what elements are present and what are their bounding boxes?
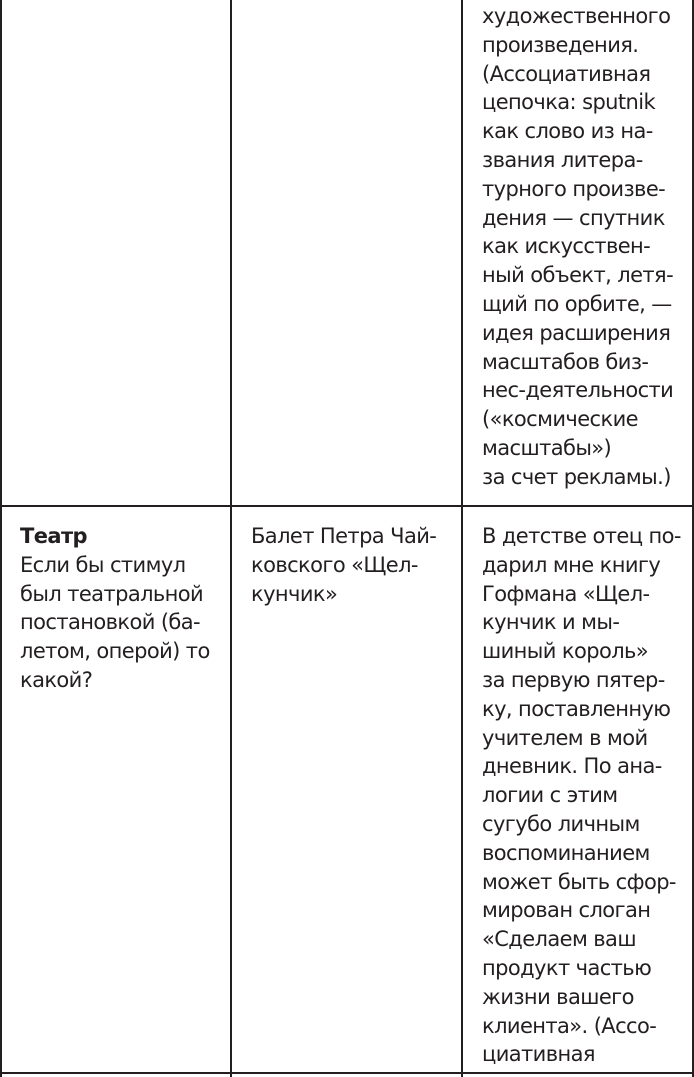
cell-text-line: произведения.	[482, 32, 639, 57]
cell-text-line: цепочка: sputnik	[482, 90, 656, 115]
cell-text-line: ку, поставленную	[482, 696, 671, 721]
cell-text-line: (Ассоциативная	[482, 61, 651, 86]
cell-text-line: сугубо личным	[482, 811, 640, 836]
cell-text-line: нес-деятельности	[482, 378, 674, 403]
cell-text-line: идея расширения	[482, 320, 671, 345]
cell-text-line: («космические	[482, 407, 638, 432]
cell-text-line: летом, оперой) то	[20, 639, 210, 664]
cell-text-line: Если бы стимул	[20, 552, 186, 577]
cell-text-line: как искусствен-	[482, 234, 651, 259]
cell-text-line: как слово из на-	[482, 119, 653, 144]
cell-text-line: воспоминанием	[482, 840, 650, 865]
cell-text-line: какой?	[20, 667, 93, 692]
cell-text-line: дения — спутник	[482, 205, 665, 230]
table-border-bottom	[0, 1072, 694, 1074]
cell-text-line: Балет Петра Чай-	[251, 524, 437, 548]
cell-text-line: шиный король»	[482, 639, 649, 664]
row2-col3-cell	[482, 522, 688, 1069]
cell-text-line: логии с этим	[482, 783, 618, 808]
cell-text-line: за первую пятер-	[482, 667, 665, 692]
cell-text-line: щий по орбите, —	[482, 291, 672, 316]
cell-heading: Театр	[20, 524, 87, 548]
cell-text-line: масштабы»)	[482, 435, 612, 460]
cell-text-line: был театральной	[20, 581, 204, 606]
row2-col2-cell	[251, 522, 455, 608]
cell-text-line: дневник. По ана-	[482, 754, 662, 779]
cell-text-line: звания литера-	[482, 147, 643, 172]
row1-col3-cell	[482, 2, 688, 492]
cell-text-line: Гофмана «Щел-	[482, 581, 650, 606]
row-divider	[0, 505, 694, 507]
cell-text-line: ковского «Щел-	[251, 552, 418, 577]
cell-text-line: художественного	[482, 4, 671, 28]
cell-text-line: В детстве отец по-	[482, 524, 681, 548]
cell-text-line: за счет рекламы.)	[482, 464, 671, 489]
cell-text-line: турного произве-	[482, 176, 666, 201]
table-border-left	[0, 0, 2, 1077]
cell-text-line: может быть сфор-	[482, 869, 676, 894]
cell-text-line: жизни вашего	[482, 984, 634, 1009]
table-divider-col2	[461, 0, 463, 1077]
cell-text-line: ный объект, летя-	[482, 263, 674, 288]
cell-text-line: циативная	[482, 1042, 595, 1067]
cell-text-line: дарил мне книгу	[482, 552, 661, 577]
cell-text-line: мирован слоган	[482, 898, 651, 923]
row2-col1-cell	[20, 522, 224, 695]
cell-text-line: «Сделаем ваш	[482, 927, 636, 952]
cell-text-line: кунчик и мы-	[482, 610, 620, 635]
cell-text-line: постановкой (ба-	[20, 610, 201, 635]
cell-text-line: кунчик»	[251, 581, 338, 606]
cell-text-line: масштабов биз-	[482, 349, 649, 374]
cell-text-line: клиента». (Ассо-	[482, 1013, 657, 1038]
table-divider-col1	[230, 0, 232, 1077]
cell-text-line: продукт частью	[482, 955, 652, 980]
cell-text-line: учителем в мой	[482, 725, 648, 750]
